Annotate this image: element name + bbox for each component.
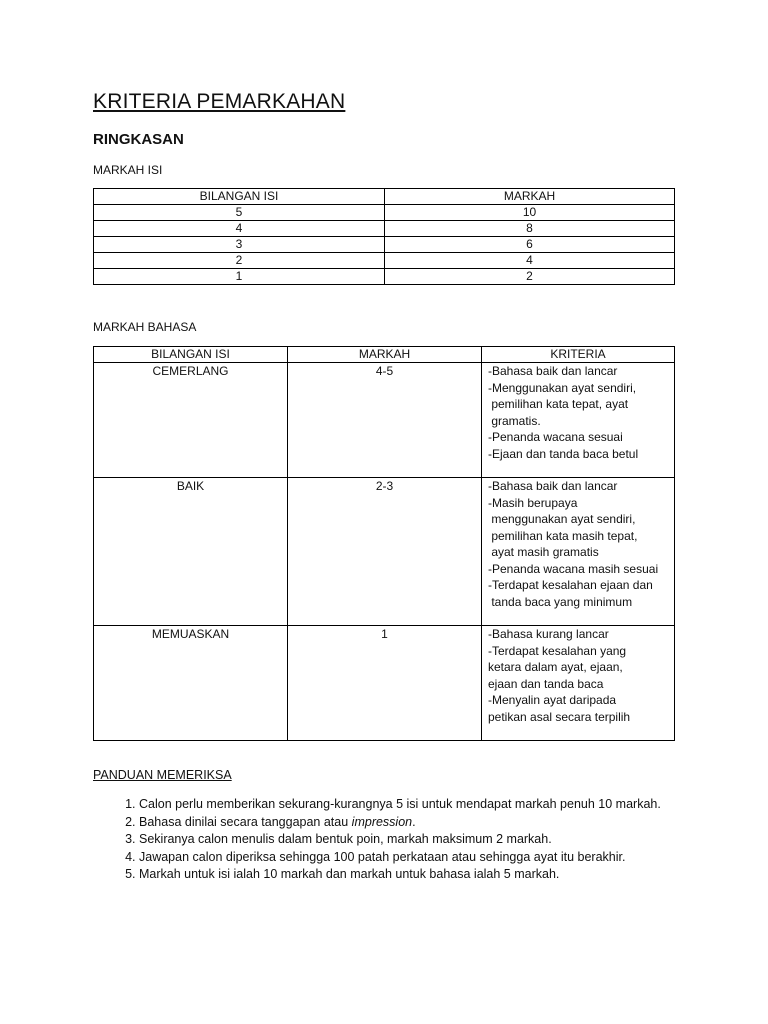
criteria-line: petikan asal secara terpilih	[488, 709, 631, 724]
header-bilangan-isi: BILANGAN ISI	[94, 189, 385, 205]
cell-markah: 6	[385, 237, 675, 253]
table-row	[94, 478, 675, 626]
cell-mark: 1	[288, 626, 482, 741]
cell-criteria	[482, 626, 675, 741]
criteria-line: -Menggunakan ayat sendiri,	[488, 380, 637, 395]
markah-isi-label: MARKAH ISI	[93, 163, 163, 177]
criteria-line: ketara dalam ayat, ejaan,	[488, 660, 623, 674]
criteria-line: -Masih berupaya	[488, 495, 578, 510]
cell-level: MEMUASKAN	[94, 626, 288, 741]
cell-mark: 4-5	[288, 363, 482, 478]
table-row	[94, 269, 675, 285]
header-bilangan-isi: BILANGAN ISI	[94, 347, 288, 363]
criteria-line: pemilihan kata tepat, ayat	[488, 397, 629, 411]
criteria-line: -Ejaan dan tanda baca betul	[488, 446, 639, 461]
markah-bahasa-table	[93, 346, 675, 741]
criteria-line: ejaan dan tanda baca	[488, 676, 604, 691]
cell-markah: 2	[385, 269, 675, 285]
cell-mark: 2-3	[288, 478, 482, 626]
panduan-list	[93, 796, 679, 884]
criteria-line: -Terdapat kesalahan ejaan dan	[488, 578, 653, 592]
header-kriteria: KRITERIA	[482, 347, 675, 363]
panduan-heading: PANDUAN MEMERIKSA	[93, 768, 232, 782]
markah-bahasa-label: MARKAH BAHASA	[93, 320, 197, 334]
criteria-line: -Bahasa baik dan lancar	[488, 479, 618, 493]
cell-level: CEMERLANG	[94, 363, 288, 478]
table-row	[94, 205, 675, 221]
cell-criteria	[482, 363, 675, 478]
cell-level: BAIK	[94, 478, 288, 626]
cell-markah: 8	[385, 221, 675, 237]
cell-bilangan: 4	[94, 221, 385, 237]
list-item	[139, 814, 679, 832]
table-header-row	[94, 347, 675, 363]
cell-bilangan: 5	[94, 205, 385, 221]
criteria-line: -Bahasa kurang lancar	[488, 627, 609, 641]
list-item: 1. Calon perlu memberikan sekurang-kurangnya 5 isi untuk mendapat markah penuh 10 markah.	[139, 796, 679, 814]
table-row	[94, 253, 675, 269]
criteria-line: -Terdapat kesalahan yang	[488, 643, 627, 658]
page-title: KRITERIA PEMARKAHAN	[93, 90, 346, 113]
list-item: 3. Sekiranya calon menulis dalam bentuk poin, markah maksimum 2 markah.	[139, 831, 679, 849]
list-item-italic: impression	[351, 814, 413, 829]
cell-bilangan: 1	[94, 269, 385, 285]
list-item: 4. Jawapan calon diperiksa sehingga 100 patah perkataan atau sehingga ayat itu berakhir.	[139, 849, 679, 867]
table-row	[94, 237, 675, 253]
cell-markah: 10	[385, 205, 675, 221]
criteria-line: pemilihan kata masih tepat,	[488, 528, 638, 543]
list-item: 5. Markah untuk isi ialah 10 markah dan markah untuk bahasa ialah 5 markah.	[139, 866, 679, 884]
list-item-text: .	[412, 814, 416, 829]
table-header-row	[94, 189, 675, 205]
section-subtitle: RINGKASAN	[93, 131, 184, 148]
criteria-line: menggunakan ayat sendiri,	[488, 512, 636, 526]
header-markah: MARKAH	[288, 347, 482, 363]
cell-bilangan: 3	[94, 237, 385, 253]
criteria-line: ayat masih gramatis	[488, 545, 599, 559]
cell-criteria	[482, 478, 675, 626]
criteria-line: tanda baca yang minimum	[488, 594, 633, 609]
table-row	[94, 221, 675, 237]
cell-bilangan: 2	[94, 253, 385, 269]
criteria-line: -Bahasa baik dan lancar	[488, 364, 618, 378]
header-markah: MARKAH	[385, 189, 675, 205]
list-item-text: Bahasa dinilai secara tanggapan atau	[139, 814, 352, 829]
markah-isi-table	[93, 188, 675, 285]
criteria-line: gramatis.	[488, 413, 541, 428]
criteria-line: -Penanda wacana sesuai	[488, 430, 623, 444]
criteria-line: -Penanda wacana masih sesuai	[488, 561, 659, 576]
table-row	[94, 626, 675, 741]
table-row	[94, 363, 675, 478]
cell-markah: 4	[385, 253, 675, 269]
criteria-line: -Menyalin ayat daripada	[488, 693, 617, 707]
